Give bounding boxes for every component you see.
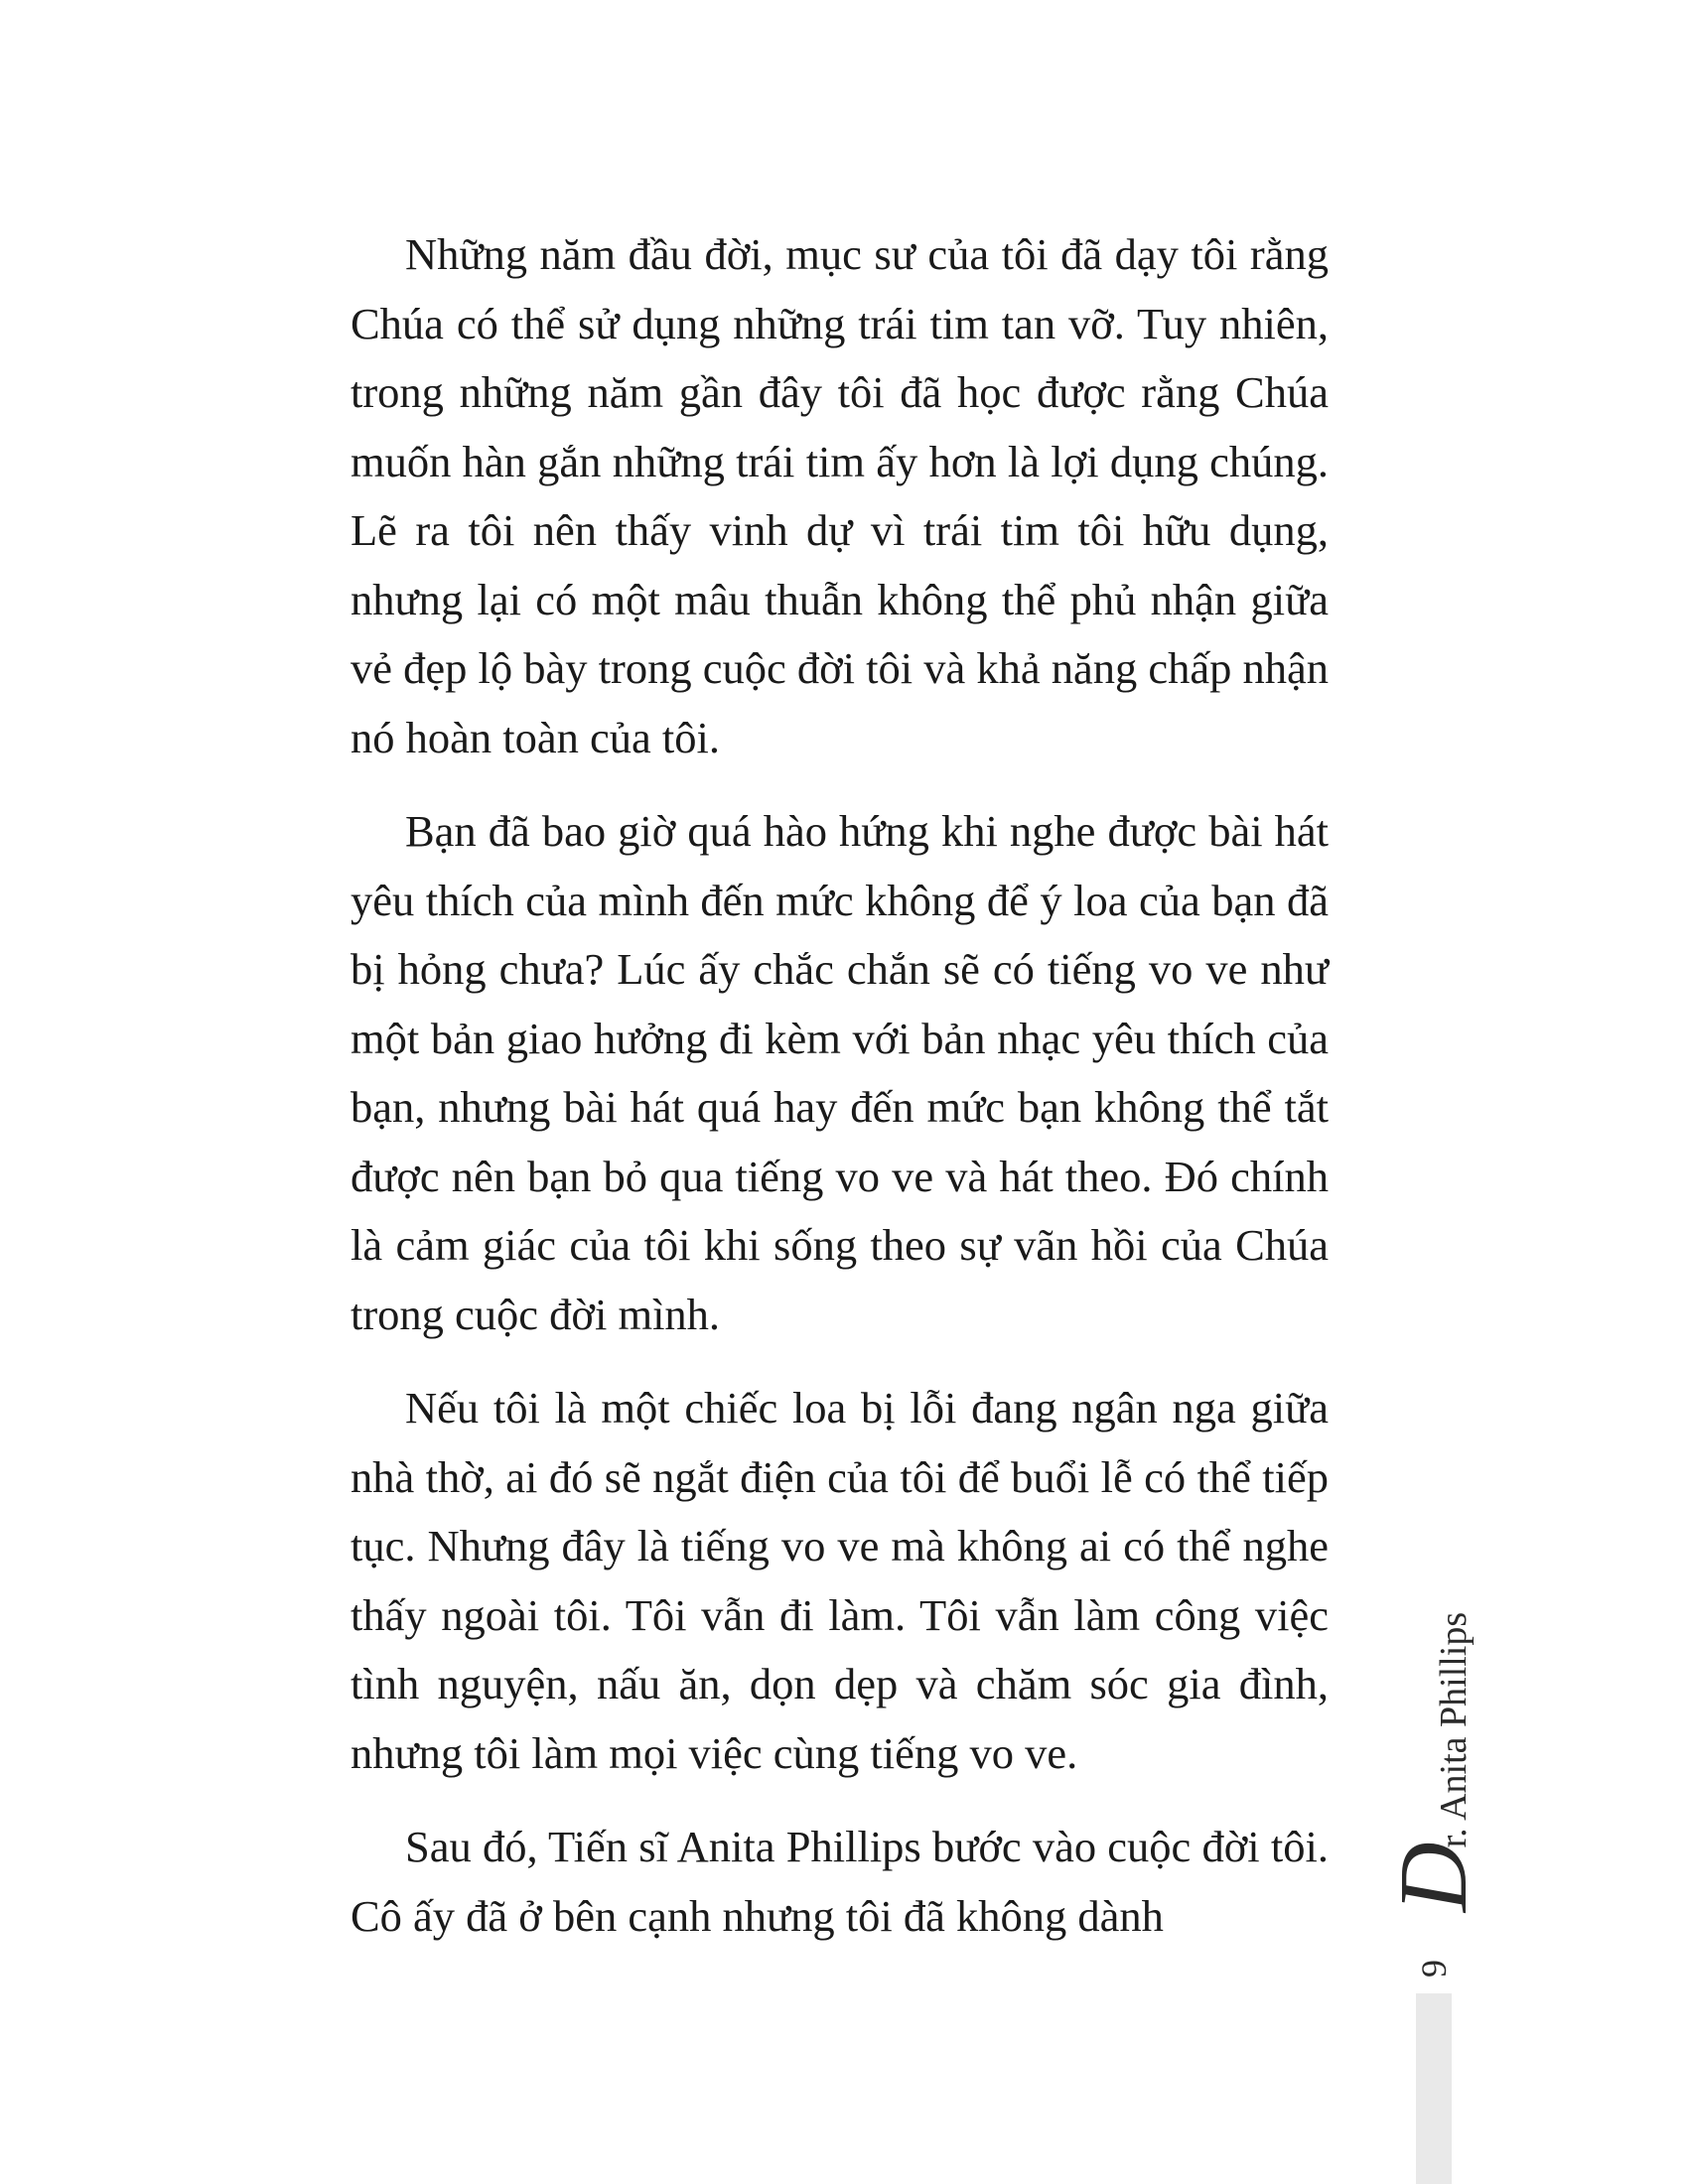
body-text (351, 220, 1329, 1976)
running-head-initial: D (1380, 1842, 1487, 1913)
running-head-author (1380, 1611, 1487, 1913)
page-number: 9 (1414, 1960, 1454, 1978)
side-margin-strip (1416, 1993, 1452, 2184)
paragraph-4: Sau đó, Tiến sĩ Anita Phillips bước vào cuộc đời tôi. Cô ấy đã ở bên cạnh nhưng tôi đã không dành (351, 1822, 1329, 1941)
paragraph-3: Nếu tôi là một chiếc loa bị lỗi đang ngân nga giữa nhà thờ, ai đó sẽ ngắt điện của tôi để buổi lễ có thể tiếp tục. Nhưng đây là tiếng vo ve mà không ai có thể nghe thấy ngoài tôi. Tôi vẫn đi làm. Tôi vẫn làm công việc tình nguyện, nấu ăn, dọn dẹp và chăm sóc gia đình, nhưng tôi làm mọi việc cùng tiếng vo ve. (351, 1383, 1329, 1778)
paragraph-2: Bạn đã bao giờ quá hào hứng khi nghe được bài hát yêu thích của mình đến mức không để ý loa của bạn đã bị hỏng chưa? Lúc ấy chắc chắn sẽ có tiếng vo ve như một bản giao hưởng đi kèm với bản nhạc yêu thích của bạn, nhưng bài hát quá hay đến mức bạn không thể tắt được nên bạn bỏ qua tiếng vo ve và hát theo. Đó chính là cảm giác của tôi khi sống theo sự vãn hồi của Chúa trong cuộc đời mình. (351, 806, 1329, 1339)
paragraph-1: Những năm đầu đời, mục sư của tôi đã dạy tôi rằng Chúa có thể sử dụng những trái tim tan vỡ. Tuy nhiên, trong những năm gần đây tôi đã học được rằng Chúa muốn hàn gắn những trái tim ấy hơn là lợi dụng chúng. Lẽ ra tôi nên thấy vinh dự vì trái tim tôi hữu dụng, nhưng lại có một mâu thuẫn không thể phủ nhận giữa vẻ đẹp lộ bày trong cuộc đời tôi và khả năng chấp nhận nó hoàn toàn của tôi. (351, 229, 1329, 762)
running-head-name: r. Anita Phillips (1433, 1611, 1475, 1848)
